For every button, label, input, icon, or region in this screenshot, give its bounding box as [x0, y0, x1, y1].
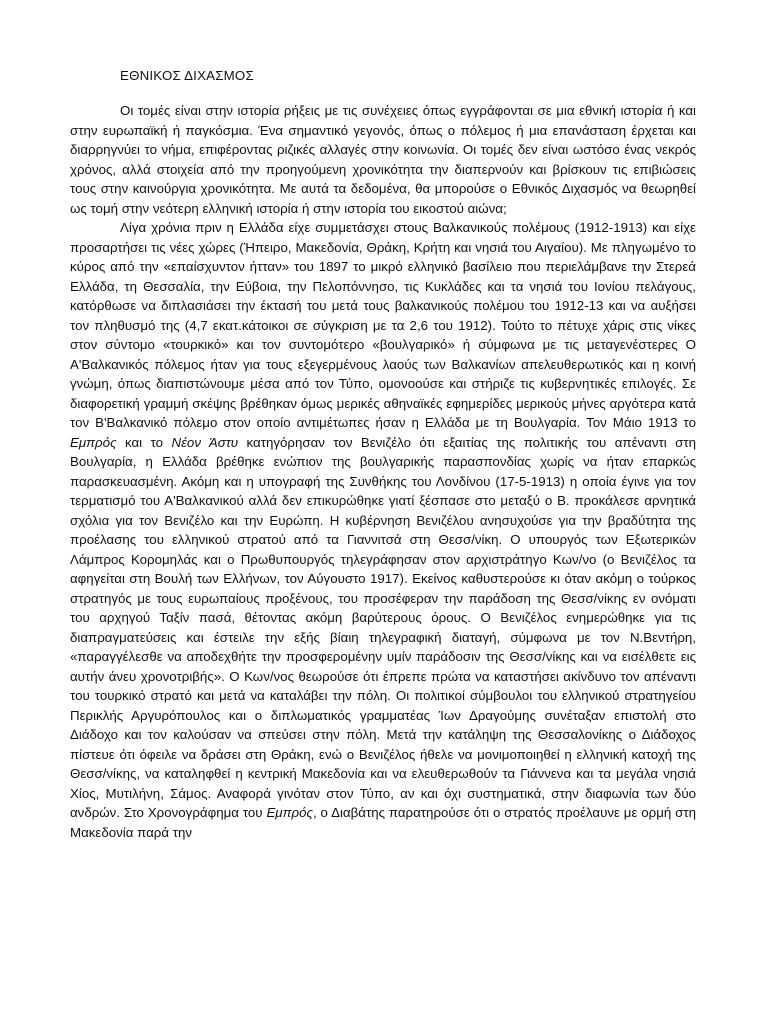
paragraph-text-part: Λίγα χρόνια πριν η Ελλάδα είχε συμμετάσχει στους Βαλκανικούς πολέμους (1912-1913) και είχε προσαρτήσει τις νέες χώρες (Ήπειρο, Μακεδονία, Θράκη, Κρήτη και νησιά του Αιγαίου). Με πληγωμένο το κύρος από την «επαίσχυντον ήτταν» του 1897 το μικρό ελληνικό βασίλειο που περιελάμβανε την Στερεά Ελλάδα, τη Θεσσαλία, την Εύβοια, την Πελοπόννησο, τις Κυκλάδες και τα νησιά του Ιονίου πελάγους, κατόρθωσε να διπλασιάσει την έκτασή του μετά τους βαλκανικούς πολέμου του 1912-13 και να αυξήσει τον πληθυσμό της (4,7 εκατ.κάτοικοι σε σύγκριση με τα 2,6 του 1912). Τούτο το πέτυχε χάρις στις νίκες στον σύντομο «τουρκικό» και τον συντομότερο «βουλγαρικό» ή σύμφωνα με τις μεταγενέστερες Ο Α'Βαλκανικός πόλεμος ήταν για τους εξεγερμένους λαούς των Βαλκανίων απελευθερωτικός και η κοινή γνώμη, όπως διαπιστώνουμε μέσα από τον Τύπο, ομονοούσε και στήριζε τις κυβερνητικές επιλογές. Σε διαφορετική γραμμή σκέψης βρέθηκαν όμως μερικές αθηναϊκές εφημερίδες μερικούς μήνες αργότερα κατά τον Β'Βαλκανικό πόλεμο στον οποίο αντιμέτωπες ήσαν η Ελλάδα με τη Βουλγαρία. Τον Μάιο 1913 το — [70, 220, 696, 430]
document-page — [70, 0, 696, 1024]
paragraph-intro: Οι τομές είναι στην ιστορία ρήξεις με τις συνέχειες όπως εγγράφονται σε μια εθνική ιστορία ή και στην ευρωπαϊκή ή παγκόσμια. Ένα σημαντικό γεγονός, όπως ο πόλεμος ή μια επανάσταση έρχεται και διαρρηγνύει το νήμα, επιφέροντας ριζικές αλλαγές στην κοινωνία. Οι τομές δεν είναι ωστόσο ένας νεκρός χρόνος, αλλά στοιχεία από την προηγούμενη χρονικότητα την διαπερνούν και βρίσκουν τις επιβιώσεις τους στην καινούργια χρονικότητα. Με αυτά τα δεδομένα, θα μπορούσε ο Εθνικός Διχασμός να θεωρηθεί ως τομή στην νεότερη ελληνική ιστορία ή στην ιστορία του εικοστού αιώνα; — [70, 103, 696, 216]
document-body — [70, 101, 696, 842]
paragraph-text-part: και το — [116, 434, 172, 450]
paragraph-balkan-wars — [70, 218, 696, 842]
newspaper-title: Νέον Άστυ — [171, 434, 239, 450]
paragraph-text-part: , ο Διαβάτης παρατηρούσε ότι ο στρατός προέλαυνε με ορμή στη Μακεδονία παρά την — [70, 805, 696, 840]
newspaper-title: Εμπρός — [70, 434, 117, 450]
paragraph-text-part: κατηγόρησαν τον Βενιζέλο ότι εξαιτίας της πολιτικής του απέναντι στη Βουλγαρία, η Ελλάδα βρέθηκε ενώπιον της βουλγαρικής παρασπονδίας χωρίς να ήταν επαρκώς παρασκευασμένη. Ακόμη και η υπογραφή της Συνθήκης του Λονδίνου (17-5-1913) η οποία έγινε για τον τερματισμό του Α'Βαλκανικού αλλά δεν επικυρώθηκε γιατί ξέσπασε στο μεταξύ ο Β. προκάλεσε αρνητικά σχόλια για τον Βενιζέλο και την Ευρώπη. Η κυβέρνηση Βενιζέλου ανησυχούσε για την βραδύτητα της προέλασης του ελληνικού στρατού από τα Γιαννιτσά στη Θεσσ/νίκη. Ο υπουργός των Εξωτερικών Λάμπρος Κορομηλάς και ο Πρωθυπουργός τηλεγράφησαν στον αρχιστράτηγο Κων/νο (ο Βενιζέλος τα αφηγείται στη Βουλή των Ελλήνων, τον Αύγουστο 1917). Εκείνος καθυστερούσε κι όταν ακόμη ο τούρκος στρατηγός με τους ευρωπαίους προξένους, του προσέφεραν την παράδοση της Θεσσ/νίκης εν ονόματι του αρχηγού Ταξίν πασά, θέτοντας ακόμη βαρύτερους όρους. Ο Βενιζέλος ενημερώθηκε για τις διαπραγματεύσεις και έστειλε την εξής βίαιη τηλεγραφική διαταγή, σύμφωνα με τον Ν.Βεντήρη, «παραγγέλεσθε να αποδεχθήτε την προσφερομένην υμίν παράδοσιν της Θεσσ/νίκης και να εισέλθετε εις αυτήν άνευ χρονοτριβής». Ο Κων/νος θεωρούσε ότι έπρεπε πρώτα να καταστήσει ακίνδυνο τον απέναντι του τουρκικό στρατό και μετά να καταλάβει την πόλη. Οι πολιτικοί σύμβουλοι του ελληνικού στρατηγείου Περικλής Αργυρόπουλος και ο διπλωματικός γραμματέας Ίων Δραγούμης συνέταξαν επιστολή στο Διάδοχο και τον καλούσαν να σπεύσει στην πόλη. Μετά την κατάληψη της Θεσσαλονίκης ο Διάδοχος πίστευε ότι όφειλε να δράσει στη Θράκη, ενώ ο Βενιζέλος ήθελε να μονιμοποιηθεί η ελληνική κατοχή της Θεσσ/νίκης, να καταληφθεί η κεντρική Μακεδονία και να ελευθερωθούν τα Γιάννενα και τα μεγάλα νησιά Χίος, Μυτιλήνη, Σάμος. Αναφορά γινόταν στον Τύπο, αν και όχι συστηματικά, στην διαφωνία των δύο ανδρών. Στο Χρονογράφημα του — [70, 434, 696, 820]
newspaper-title: Εμπρός — [266, 805, 313, 820]
document-title: ΕΘΝΙΚΟΣ ΔΙΧΑΣΜΟΣ — [120, 68, 254, 83]
